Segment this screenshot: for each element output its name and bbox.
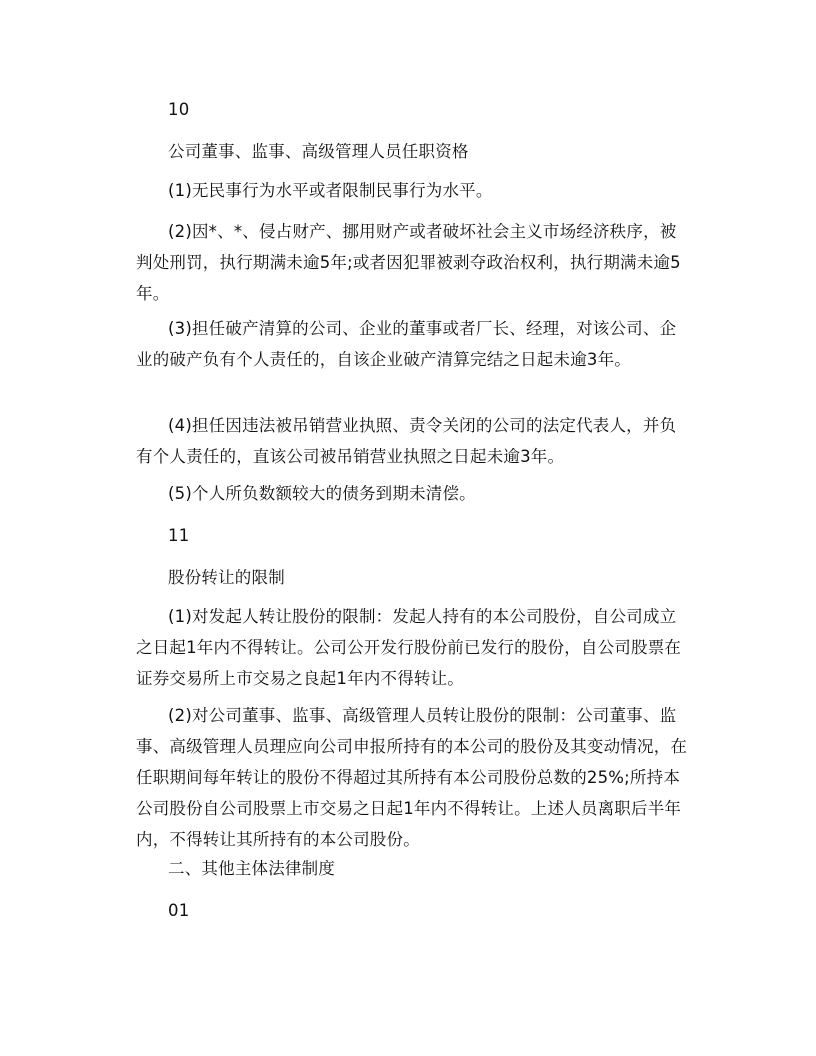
paragraph-item-2: (2)因*、*、侵占财产、挪用财产或者破坏社会主义市场经济秩序，被判处刑罚，执行期满未逾5年;或者因犯罪被剥夺政治权利，执行期满未逾5年。: [136, 222, 681, 303]
paragraph-item-1: (1)无民事行为水平或者限制民事行为水平。: [168, 181, 493, 200]
section-number-01: 01: [168, 901, 190, 920]
section-number-11: 11: [168, 526, 190, 545]
section-heading-qualifications: 公司董事、监事、高级管理人员任职资格: [168, 142, 469, 161]
section-heading-other-entities: 二、其他主体法律制度: [168, 859, 335, 878]
paragraph-item-4: (4)担任因违法被吊销营业执照、责令关闭的公司的法定代表人，并负有个人责任的，直该公司被吊销营业执照之日起未逾3年。: [136, 416, 677, 466]
paragraph-transfer-2: (2)对公司董事、监事、高级管理人员转让股份的限制：公司董事、监事、高级管理人员理应向公司申报所持有的本公司的股份及其变动情况，在任职期间每年转让的股份不得超过其所持有本公司股份总数的25%;所持本公司股份自公司股票上市交易之日起1年内不得转让。上述人员离职后半年内，不得转让其所持有的本公司股份。: [136, 706, 688, 849]
section-number-10: 10: [168, 100, 190, 119]
paragraph-item-5: (5)个人所负数额较大的债务到期未清偿。: [168, 484, 476, 503]
paragraph-item-3: (3)担任破产清算的公司、企业的董事或者厂长、经理，对该公司、企业的破产负有个人责任的，自该企业破产清算完结之日起未逾3年。: [136, 319, 677, 369]
paragraph-transfer-1: (1)对发起人转让股份的限制：发起人持有的本公司股份，自公司成立之日起1年内不得转让。公司公开发行股份前已发行的股份，自公司股票在证券交易所上市交易之良起1年内不得转让。: [136, 607, 682, 688]
section-heading-share-transfer: 股份转让的限制: [168, 568, 285, 587]
